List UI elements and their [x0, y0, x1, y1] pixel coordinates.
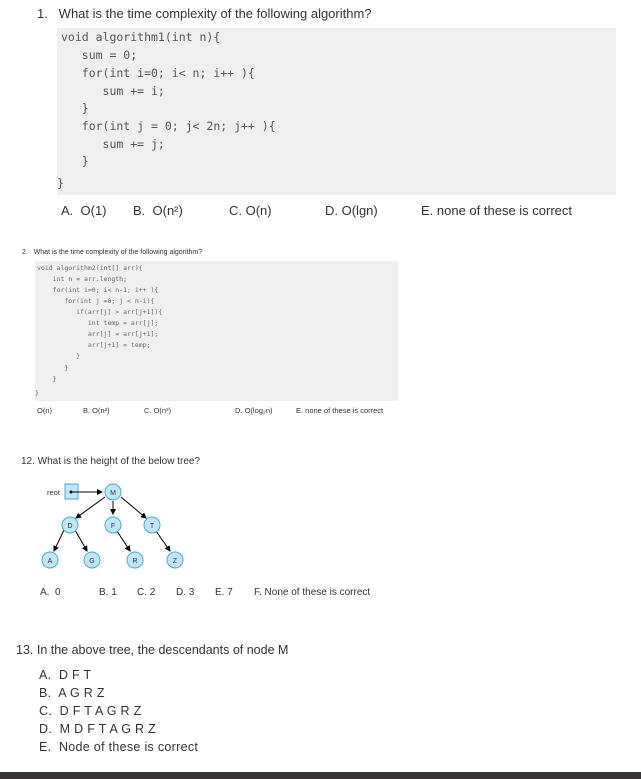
code-line: sum += j; — [61, 137, 165, 151]
tree-node-g — [84, 552, 100, 568]
q2-option-d: D. O(log₂n) — [235, 406, 273, 415]
code-line: sum += i; — [61, 84, 165, 98]
code-line: } — [57, 176, 64, 190]
q2-option-e: E. none of these is correct — [296, 406, 384, 415]
q12-option-f: F. None of these is correct — [254, 587, 371, 598]
code-line: } — [61, 154, 89, 168]
q13-option-d: D. M D F T A G R Z — [39, 722, 157, 736]
q2-option-a: O(n) — [37, 406, 52, 415]
code-line: void algorithm2(int[] arr){ — [37, 264, 143, 272]
code-line: } — [37, 375, 57, 383]
q1-option-a: A. O(1) — [61, 203, 107, 218]
q13-option-b: B. A G R Z — [39, 686, 105, 700]
q1-option-b: B. O(n²) — [133, 203, 183, 218]
q12-option-d: D. 3 — [176, 587, 195, 598]
q12-option-a: A. 0 — [40, 587, 61, 598]
code-line: int n = arr.length; — [37, 275, 128, 283]
code-line: arr[j] = arr[j+1]; — [37, 330, 159, 338]
code-line: int temp = arr[j]; — [37, 319, 159, 327]
code-line: for(int j = 0; j< 2n; j++ ){ — [61, 119, 276, 133]
tree-node-a — [42, 552, 58, 568]
code-line: sum = 0; — [61, 48, 138, 62]
tree-node-d — [62, 517, 78, 533]
q12-title: 12. What is the height of the below tree? — [21, 456, 200, 467]
code-line: for(int j =0; j < n-i){ — [37, 297, 155, 305]
q13-option-c: C. D F T A G R Z — [39, 704, 142, 718]
q13-title: 13. In the above tree, the descendants of node M — [16, 643, 289, 657]
q13-option-e: E. Node of these is correct — [39, 740, 199, 754]
svg-text:D: D — [67, 523, 73, 530]
code-line: arr[j+1] = temp; — [37, 341, 151, 349]
code-line: } — [61, 101, 89, 115]
q2-title: 2. What is the time complexity of the following algorithm? — [22, 249, 203, 256]
edge-f-r — [117, 531, 130, 551]
edge-m-t — [121, 497, 146, 518]
code-line: } — [35, 389, 39, 397]
code-line: for(int i=0; i< n; i++ ){ — [61, 66, 255, 80]
q1-option-d: D. O(lgn) — [325, 203, 378, 218]
bottom-bar — [0, 772, 641, 779]
q2-option-b: B. O(n²) — [83, 406, 110, 415]
code-line: for(int i=0; i< n-1; i++ ){ — [37, 286, 159, 294]
svg-text:M: M — [110, 490, 116, 497]
code-line: } — [37, 364, 69, 372]
q13-option-a: A. D F T — [39, 668, 92, 682]
code-line: void algorithm1(int n){ — [61, 30, 221, 44]
q2-option-c: C. O(n³) — [144, 406, 172, 415]
svg-text:T: T — [149, 523, 155, 530]
svg-text:A: A — [47, 558, 53, 565]
svg-text:F: F — [110, 523, 116, 530]
edge-d-a — [54, 530, 64, 551]
edge-t-z — [156, 531, 170, 551]
q1-title: 1. What is the time complexity of the following algorithm? — [37, 6, 372, 21]
edge-m-d — [76, 497, 105, 518]
q12-option-c: C. 2 — [137, 587, 156, 598]
q12-option-b: B. 1 — [99, 587, 117, 598]
edge-d-g — [75, 530, 87, 551]
tree-node-m — [105, 484, 121, 500]
code-line: } — [37, 352, 81, 360]
root-label: reot — [47, 488, 60, 497]
tree-node-f — [105, 517, 121, 533]
svg-text:G: G — [89, 558, 95, 565]
tree-node-r — [127, 552, 143, 568]
code-line: if(arr[j] > arr[j+1]){ — [37, 308, 163, 316]
svg-text:Z: Z — [172, 558, 178, 565]
tree-node-z — [167, 552, 183, 568]
tree-node-t — [144, 517, 160, 533]
q12-option-e: E. 7 — [215, 587, 233, 598]
q1-option-e: E. none of these is correct — [421, 203, 573, 218]
svg-text:R: R — [132, 558, 138, 565]
q1-option-c: C. O(n) — [229, 203, 272, 218]
